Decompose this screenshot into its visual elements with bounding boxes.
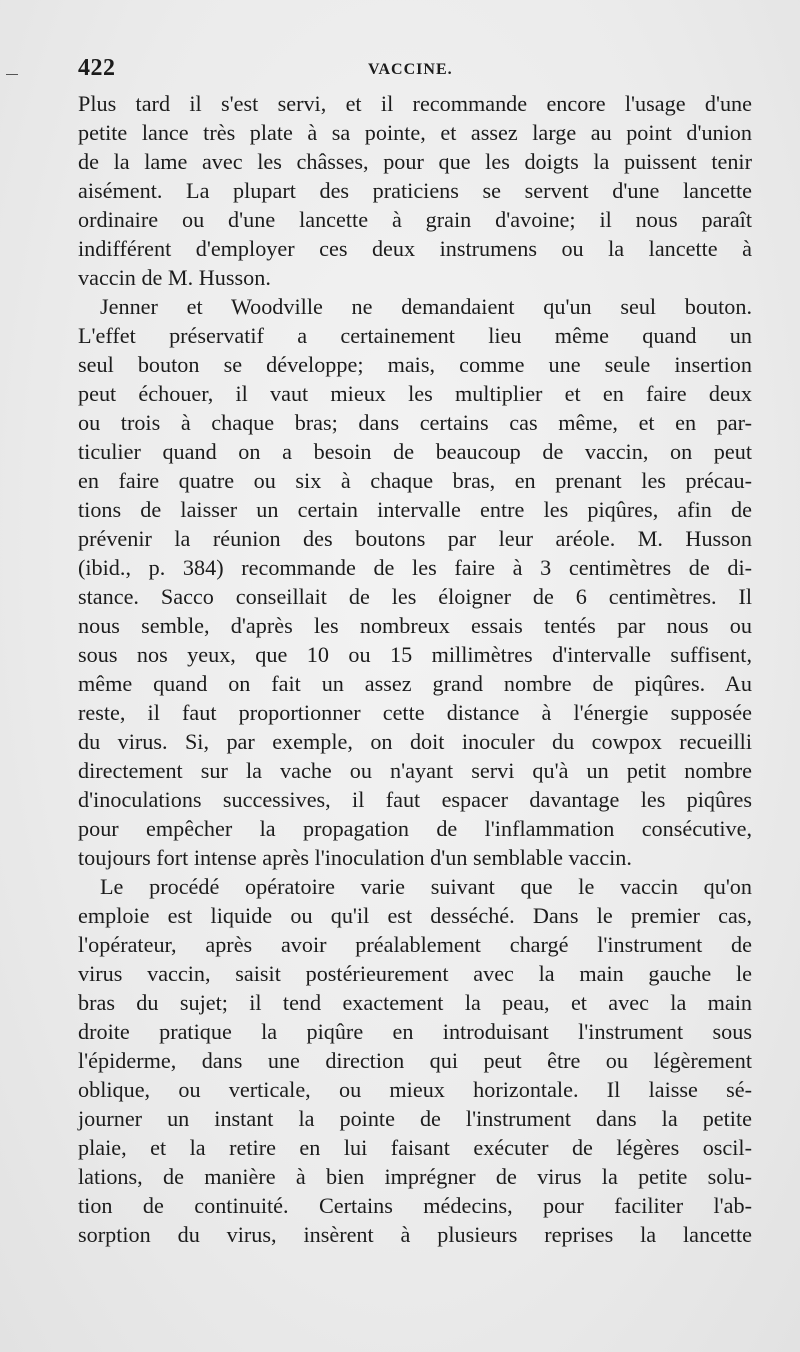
text-line: pour empêcher la propagation de l'inflammation consécutive,: [78, 816, 752, 841]
text-line: plaie, et la retire en lui faisant exécuter de légères oscil-: [78, 1135, 752, 1160]
running-title: VACCINE.: [368, 61, 453, 78]
text-line: L'effet préservatif a certainement lieu même quand un: [78, 323, 752, 348]
text-line: de la lame avec les châsses, pour que les doigts la puissent tenir: [78, 149, 752, 174]
text-line: lations, de manière à bien imprégner de virus la petite solu-: [78, 1164, 752, 1189]
body-text: [78, 89, 752, 1249]
page-number: 422: [78, 55, 116, 81]
text-line: l'épiderme, dans une direction qui peut être ou légèrement: [78, 1048, 752, 1073]
text-line: prévenir la réunion des boutons par leur aréole. M. Husson: [78, 526, 752, 551]
text-line: bras du sujet; il tend exactement la peau, et avec la main: [78, 990, 752, 1015]
text-line: toujours fort intense après l'inoculation d'un semblable vaccin.: [78, 845, 632, 870]
text-line: vaccin de M. Husson.: [78, 265, 271, 290]
text-line: l'opérateur, après avoir préalablement chargé l'instrument de: [78, 932, 752, 957]
text-line: stance. Sacco conseillait de les éloigner de 6 centimètres. Il: [78, 584, 752, 609]
text-line: en faire quatre ou six à chaque bras, en prenant les précau-: [78, 468, 752, 493]
text-line: virus vaccin, saisit postérieurement avec la main gauche le: [78, 961, 752, 986]
text-line: oblique, ou verticale, ou mieux horizontale. Il laisse sé-: [78, 1077, 752, 1102]
text-line: (ibid., p. 384) recommande de les faire à 3 centimètres de di-: [78, 555, 752, 580]
text-line: indifférent d'employer ces deux instrumens ou la lancette à: [78, 236, 752, 261]
text-line: peut échouer, il vaut mieux les multiplier et en faire deux: [78, 381, 752, 406]
text-line: petite lance très plate à sa pointe, et assez large au point d'union: [78, 120, 752, 145]
text-line: directement sur la vache ou n'ayant servi qu'à un petit nombre: [78, 758, 752, 783]
text-line: même quand on fait un assez grand nombre de piqûres. Au: [78, 671, 752, 696]
text-line: sous nos yeux, que 10 ou 15 millimètres d'intervalle suffisent,: [78, 642, 752, 667]
text-line: ou trois à chaque bras; dans certains cas même, et en par-: [78, 410, 752, 435]
text-line: droite pratique la piqûre en introduisant l'instrument sous: [78, 1019, 752, 1044]
text-line: seul bouton se développe; mais, comme une seule insertion: [78, 352, 752, 377]
text-line: d'inoculations successives, il faut espacer davantage les piqûres: [78, 787, 752, 812]
text-line: du virus. Si, par exemple, on doit inoculer du cowpox recueilli: [78, 729, 752, 754]
text-line: ticulier quand on a besoin de beaucoup de vaccin, on peut: [78, 439, 752, 464]
margin-mark: [6, 74, 18, 75]
text-line: ordinaire ou d'une lancette à grain d'avoine; il nous paraît: [78, 207, 752, 232]
text-line: reste, il faut proportionner cette distance à l'énergie supposée: [78, 700, 752, 725]
text-line: nous semble, d'après les nombreux essais tentés par nous ou: [78, 613, 752, 638]
text-line: journer un instant la pointe de l'instrument dans la petite: [78, 1106, 752, 1131]
text-line: aisément. La plupart des praticiens se servent d'une lancette: [78, 178, 752, 203]
text-line: emploie est liquide ou qu'il est desséché. Dans le premier cas,: [78, 903, 752, 928]
text-line: tions de laisser un certain intervalle entre les piqûres, afin de: [78, 497, 752, 522]
text-line: sorption du virus, insèrent à plusieurs reprises la lancette: [78, 1222, 752, 1247]
text-line: Jenner et Woodville ne demandaient qu'un seul bouton.: [100, 294, 752, 319]
text-line: Plus tard il s'est servi, et il recommande encore l'usage d'une: [78, 91, 752, 116]
running-header: [78, 55, 752, 85]
text-line: Le procédé opératoire varie suivant que le vaccin qu'on: [100, 874, 752, 899]
text-line: tion de continuité. Certains médecins, pour faciliter l'ab-: [78, 1193, 752, 1218]
